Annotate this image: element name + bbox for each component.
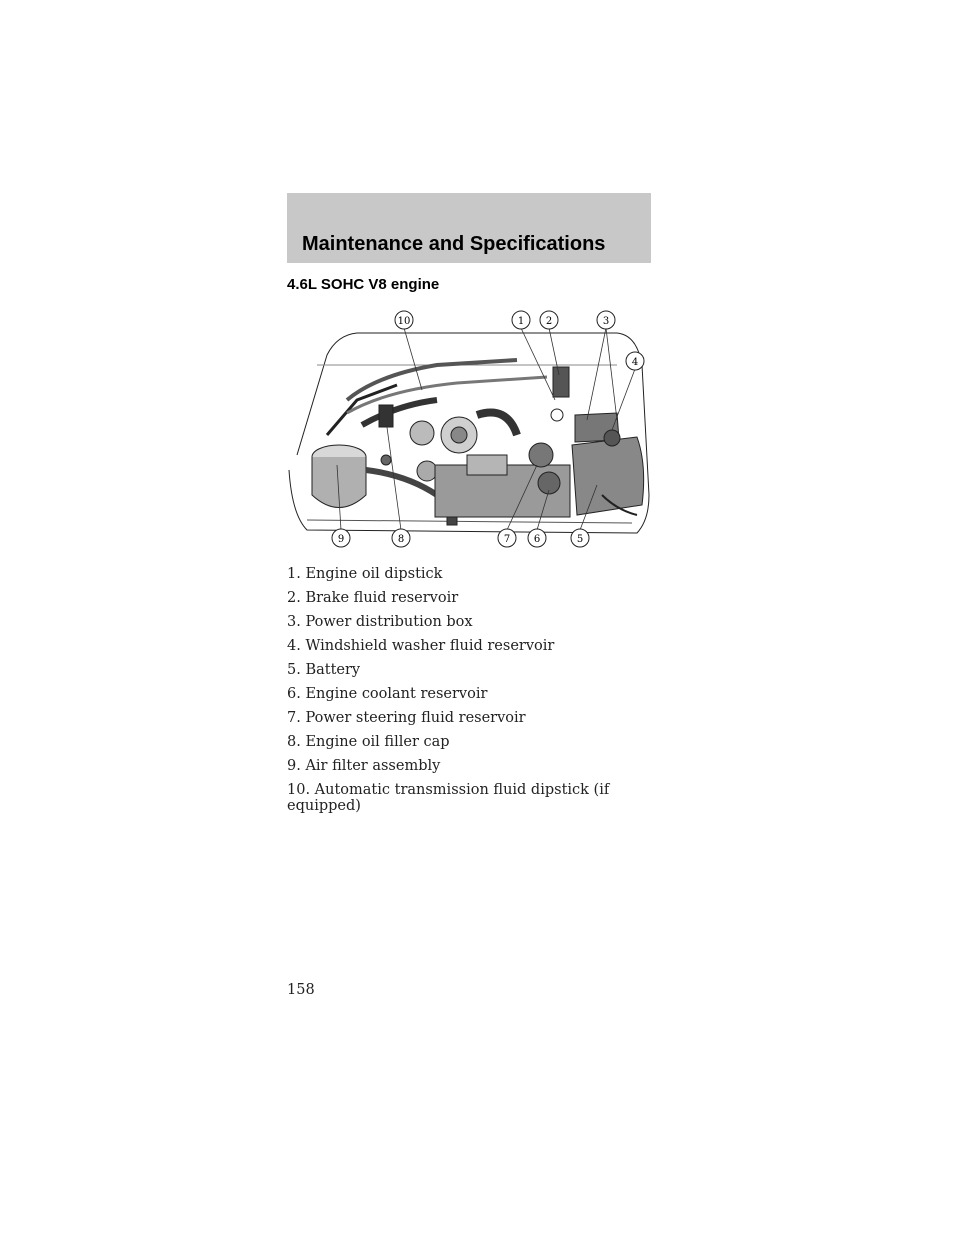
legend-item: 1. Engine oil dipstick: [287, 566, 443, 582]
callout-6: [528, 529, 546, 547]
legend-item: 8. Engine oil filler cap: [287, 734, 450, 750]
svg-text:5: 5: [576, 534, 584, 545]
legend-item: 4. Windshield washer fluid reservoir: [287, 638, 555, 654]
page-title: Maintenance and Specifications: [302, 233, 606, 255]
callout-8: [392, 529, 410, 547]
engine-compartment-diagram: [287, 305, 651, 555]
svg-text:1: 1: [517, 316, 525, 327]
svg-text:3: 3: [602, 316, 610, 327]
legend-item: 6. Engine coolant reservoir: [287, 686, 488, 702]
legend-item: 10. Automatic transmission fluid dipstick (if equipped): [287, 782, 610, 814]
legend-item: 3. Power distribution box: [287, 614, 473, 630]
svg-text:4: 4: [631, 357, 639, 368]
callout-5: [571, 529, 589, 547]
legend-item: 5. Battery: [287, 662, 361, 678]
legend-item: 7. Power steering fluid reservoir: [287, 710, 526, 726]
page-number: 158: [287, 982, 315, 998]
callout-7: [498, 529, 516, 547]
battery-and-washer-reservoir: [572, 430, 644, 515]
svg-text:10: 10: [397, 316, 411, 327]
svg-text:8: 8: [397, 534, 405, 545]
component-legend: [287, 566, 617, 822]
svg-text:6: 6: [533, 534, 541, 545]
callout-3: [597, 311, 615, 329]
legend-item: 2. Brake fluid reservoir: [287, 590, 459, 606]
engine-subtitle: 4.6L SOHC V8 engine: [287, 276, 440, 293]
brake-fluid-reservoir: [551, 367, 569, 421]
callout-10: [395, 311, 413, 329]
section-header: [287, 193, 651, 263]
callout-4: [626, 352, 644, 370]
callout-2: [540, 311, 558, 329]
callout-1: [512, 311, 530, 329]
svg-text:7: 7: [503, 534, 511, 545]
coolant-and-steering-reservoirs: [435, 443, 570, 525]
callout-9: [332, 529, 350, 547]
svg-text:2: 2: [545, 316, 553, 327]
legend-item: 9. Air filter assembly: [287, 758, 441, 774]
svg-text:9: 9: [337, 534, 345, 545]
